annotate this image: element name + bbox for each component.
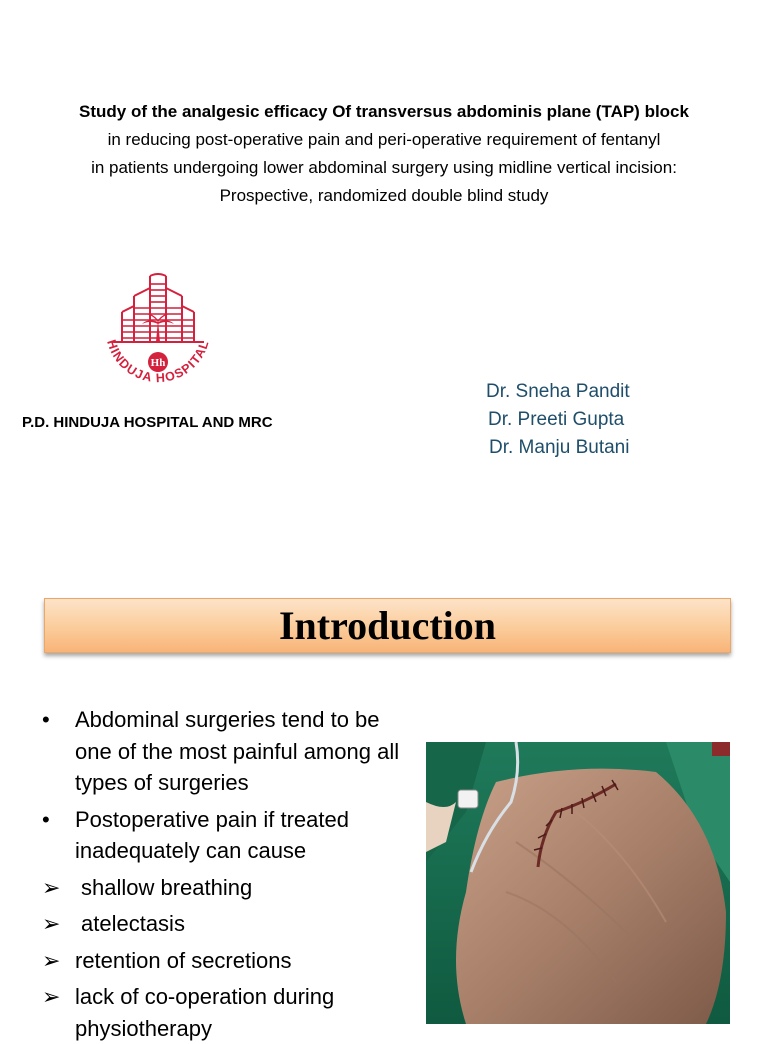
title-block	[0, 98, 768, 210]
arrow-bullet-icon: ➢	[42, 911, 61, 936]
bullet-dot-icon: •	[42, 806, 50, 832]
author-2: Dr. Preeti Gupta	[488, 409, 625, 430]
list-item: ➢ lack of co-operation during physiotherapy	[40, 981, 420, 1044]
list-item: ➢ atelectasis	[40, 908, 420, 940]
arrow-bullet-icon: ➢	[42, 984, 61, 1009]
hospital-logo-icon	[88, 268, 228, 404]
title-line-1: Study of the analgesic efficacy Of transversus abdominis plane (TAP) block	[79, 102, 689, 121]
abdominal-surgery-photo-icon	[426, 742, 730, 1024]
hospital-name: P.D. HINDUJA HOSPITAL AND MRC	[22, 414, 273, 431]
title-line-2: in reducing post-operative pain and peri-operative requirement of fentanyl	[107, 130, 661, 149]
list-item: ➢ retention of secretions	[40, 945, 420, 977]
svg-text:Hh: Hh	[150, 357, 166, 369]
section-heading: Introduction	[278, 603, 497, 648]
bullet-list	[40, 704, 420, 1044]
title-line-4: Prospective, randomized double blind study	[219, 186, 549, 205]
svg-text:HINDUJA HOSPITAL: HINDUJA HOSPITAL	[104, 337, 212, 386]
title-line-3: in patients undergoing lower abdominal surgery using midline vertical incision:	[91, 158, 677, 177]
author-1: Dr. Sneha Pandit	[486, 381, 630, 402]
authors-list	[486, 378, 630, 462]
list-item: • Postoperative pain if treated inadequately can cause	[40, 804, 420, 867]
section-heading-banner	[44, 598, 731, 653]
arrow-bullet-icon: ➢	[42, 874, 61, 900]
hinduja-hospital-logo	[88, 268, 228, 404]
surgery-photo	[426, 742, 730, 1024]
bullet-dot-icon: •	[42, 707, 50, 732]
author-3: Dr. Manju Butani	[489, 437, 630, 458]
arrow-bullet-icon: ➢	[42, 947, 61, 973]
list-item: • Abdominal surgeries tend to be one of the most painful among all types of surgeries	[40, 704, 420, 799]
list-item: ➢ shallow breathing	[40, 872, 420, 904]
